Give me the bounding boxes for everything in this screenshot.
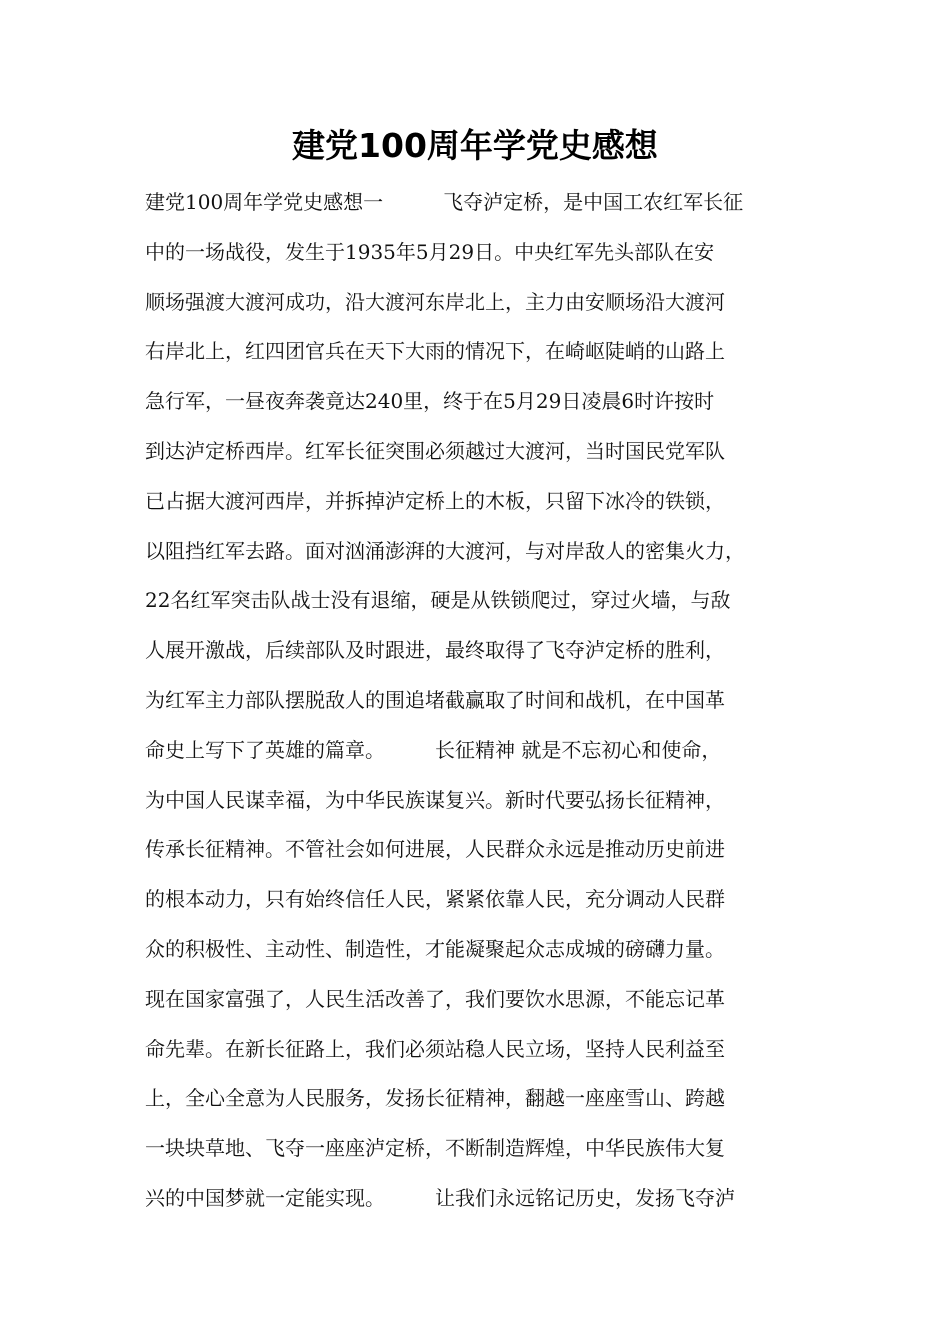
- body-line: 到达泸定桥西岸。红军长征突围必须越过大渡河，当时国民党军队: [145, 438, 725, 463]
- body-line: 建党100周年学党史感想一 飞夺泸定桥，是中国工农红军长征: [145, 190, 744, 214]
- body-line: 命先辈。在新长征路上，我们必须站稳人民立场，坚持人民利益至: [145, 1036, 725, 1061]
- body-line: 顺场强渡大渡河成功，沿大渡河东岸北上，主力由安顺场沿大渡河: [145, 289, 725, 314]
- document-title: 建党100周年学党史感想: [292, 126, 658, 165]
- document-body: [145, 178, 825, 1224]
- body-line: 命史上写下了英雄的篇章。 长征精神 就是不忘初心和使命，: [145, 737, 722, 762]
- body-line: 的根本动力，只有始终信任人民，紧紧依靠人民，充分调动人民群: [145, 887, 725, 912]
- body-line: 上，全心全意为人民服务，发扬长征精神，翻越一座座雪山、跨越: [145, 1086, 725, 1111]
- body-line: 为红军主力部队摆脱敌人的围追堵截赢取了时间和战机，在中国革: [145, 687, 725, 712]
- body-line: 人展开激战，后续部队及时跟进，最终取得了飞夺泸定桥的胜利，: [145, 638, 725, 663]
- body-line: 22名红军突击队战士没有退缩，硬是从铁锁爬过，穿过火墙，与敌: [145, 588, 731, 613]
- body-line: 急行军，一昼夜奔袭竟达240里，终于在5月29日凌晨6时许按时: [145, 389, 715, 414]
- body-line: 已占据大渡河西岸，并拆掉泸定桥上的木板，只留下冰冷的铁锁，: [145, 488, 725, 513]
- body-line: 现在国家富强了，人民生活改善了，我们要饮水思源，不能忘记革: [145, 986, 725, 1011]
- body-line: 一块块草地、飞夺一座座泸定桥，不断制造辉煌，中华民族伟大复: [145, 1136, 725, 1161]
- body-line: 兴的中国梦就一定能实现。 让我们永远铭记历史，发扬飞夺泸: [145, 1185, 735, 1210]
- body-line: 为中国人民谋幸福，为中华民族谋复兴。新时代要弘扬长征精神，: [145, 787, 725, 812]
- body-line: 传承长征精神。不管社会如何进展，人民群众永远是推动历史前进: [145, 837, 725, 862]
- body-line: 众的积极性、主动性、制造性，才能凝聚起众志成城的磅礴力量。: [145, 936, 725, 961]
- body-line: 中的一场战役，发生于1935年5月29日。中央红军先头部队在安: [145, 239, 715, 264]
- body-line: 右岸北上，红四团官兵在天下大雨的情况下，在崎岖陡峭的山路上: [145, 339, 725, 364]
- body-line: 以阻挡红军去路。面对汹涌澎湃的大渡河，与对岸敌人的密集火力，: [145, 538, 745, 563]
